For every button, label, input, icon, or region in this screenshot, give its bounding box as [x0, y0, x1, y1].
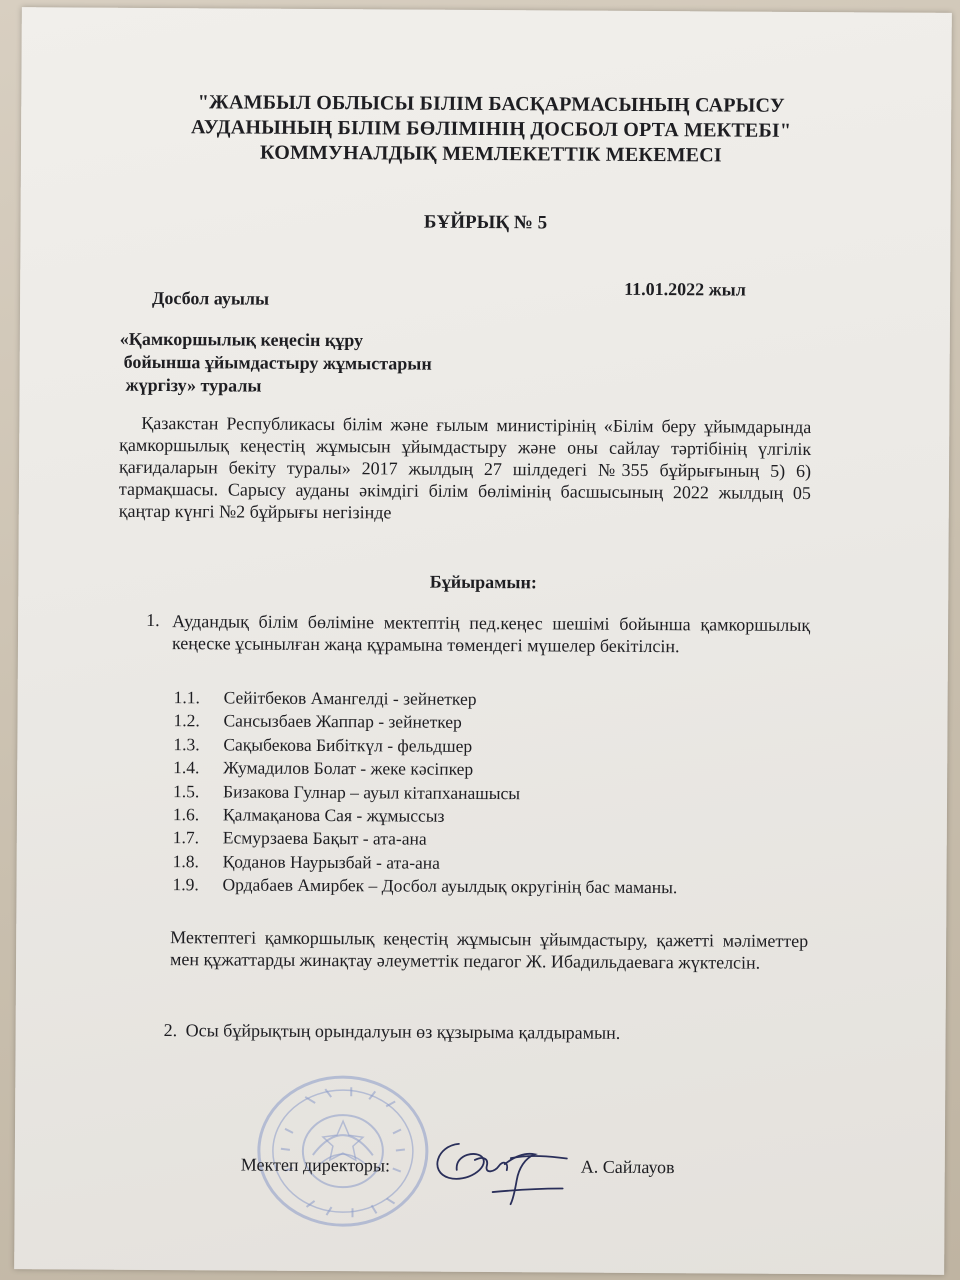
order-subject [119, 328, 559, 400]
member-text: Сақыбекова Бибіткүл - фельдшер [223, 734, 473, 756]
member-number: 1.6. [172, 804, 200, 825]
list-item [172, 873, 812, 900]
item-1-number: 1. [146, 609, 160, 631]
item-1-text: Аудандық білім бөліміне мектептің пед.кеңес шешімі бойынша қамкоршылық кеңеске ұсынылған жаңа құрамына төмендегі мүшелер бекітілсін. [171, 611, 811, 657]
order-item-2 [164, 1020, 804, 1045]
document-page [14, 7, 952, 1275]
list-item [173, 756, 813, 783]
member-number: 1.8. [172, 850, 199, 872]
member-number: 1.3. [173, 733, 200, 755]
member-text: Қоданов Наурызбай - ата-ана [222, 851, 441, 873]
member-text: Бизакова Гулнар – ауыл кітапханашысы [223, 781, 521, 803]
member-number: 1.1. [173, 687, 200, 708]
order-date: 11.01.2022 жыл [624, 278, 746, 300]
member-number: 1.5. [173, 780, 200, 801]
subject-line-2: бойынша ұйымдастыру жұмыстарын [123, 351, 432, 374]
member-text: Ордабаев Амирбек – Досбол ауылдық округінің бас маманы. [222, 874, 678, 898]
member-number: 1.2. [173, 710, 200, 731]
member-text: Қалмақанова Сая - жұмыссыз [222, 804, 445, 826]
handwritten-signature [419, 1118, 580, 1209]
item-2-text: Осы бұйрықтың орындалуын өз құзырыма қалдырамын. [185, 1020, 621, 1043]
members-list [172, 686, 813, 901]
order-place: Досбол ауылы [152, 287, 270, 309]
official-seal-stamp [254, 1069, 445, 1230]
director-name: А. Сайлауов [580, 1156, 675, 1178]
responsibility-paragraph: Мектептегі қамкоршылық кеңестің жұмысын ұйымдастыру, қажетті мәліметтер мен құжаттарды жинақтау әлеуметтік педагог Ж. Ибадильдаевага жүктелсін. [169, 927, 809, 973]
item-2-number: 2. [163, 1020, 178, 1041]
member-text: Жумадилов Болат - жеке кәсіпкер [223, 757, 474, 780]
preamble-paragraph: Қазакстан Республикасы білім және ғылым министірінің «Білім беру ұйымдарында қамкоршылық кеңестің жұмысын ұйымдастыру және оны сайлау тәртібінің үлгілік қағидаларын бекіту туралы» 2017 жылдың 27 шілдедегі №355 бұйрығының 5) 6) тармақшасы. Сарысу ауданы әкімдігі білім бөлімінің басшысының 2022 жылдың 05 қаңтар күнгі №2 бұйрығы негізінде [118, 412, 812, 523]
subject-line-3: жүргізу» туралы [125, 374, 262, 396]
header-line-3: КОММУНАЛДЫҚ МЕМЛЕКЕТТІК МЕКЕМЕСІ [259, 141, 722, 167]
member-text: Сейітбеков Амангелді - зейнеткер [223, 687, 477, 709]
member-text: Сансызбаев Жаппар - зейнеткер [223, 710, 462, 733]
signature-label: Мектеп директоры: [240, 1154, 391, 1176]
header-line-1: "ЖАМБЫЛ ОБЛЫСЫ БІЛІМ БАСҚАРМАСЫНЫҢ САРЫСУ [197, 91, 785, 117]
subject-line-1: «Қамкоршылық кеңесін құру [119, 328, 364, 351]
member-text: Есмурзаева Бақыт - ата-ана [222, 827, 427, 850]
member-number: 1.7. [172, 827, 200, 848]
member-number: 1.4. [173, 757, 200, 778]
member-number: 1.9. [172, 874, 199, 895]
organization-header [121, 90, 861, 170]
order-title: БҰЙРЫҚ № 5 [423, 211, 548, 234]
decree-heading: Бұйырамын: [429, 571, 537, 593]
header-line-2: АУДАНЫНЫҢ БІЛІМ БӨЛІМІНІҢ ДОСБОЛ ОРТА МЕКТЕБІ" [190, 116, 792, 142]
order-item-1 [146, 610, 810, 658]
